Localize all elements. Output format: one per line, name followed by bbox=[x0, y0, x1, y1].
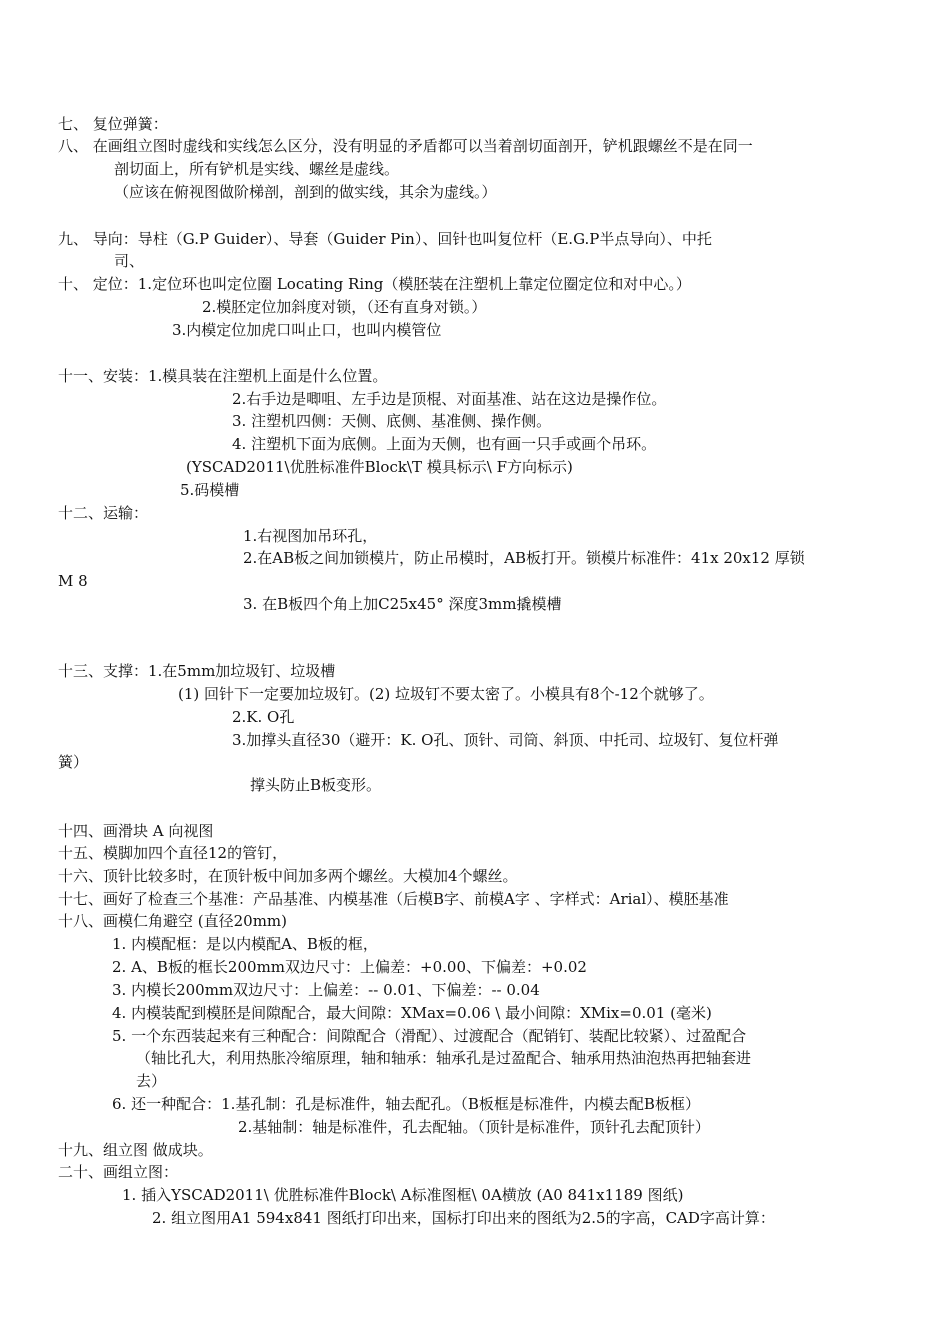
section-14-line: 十四、画滑块 A 向视图 bbox=[58, 822, 214, 840]
section-9-line-2: 司、 bbox=[114, 252, 145, 270]
section-13-line-6: 撑头防止B板变形。 bbox=[250, 776, 382, 794]
section-12-line-2: 1.右视图加吊环孔， bbox=[243, 527, 378, 545]
section-19-line: 十九、组立图 做成块。 bbox=[58, 1141, 213, 1159]
section-12-line-3: 2.在AB板之间加锁模片，防止吊模时，AB板打开。锁模片标准件：41x 20x12 厚锁 bbox=[243, 549, 805, 567]
section-10-line-2: 2.模胚定位加斜度对锁，（还有直身对锁。） bbox=[202, 298, 487, 316]
section-16-line: 十六、顶针比较多时，在顶针板中间加多两个螺丝。大模加4个螺丝。 bbox=[58, 867, 518, 885]
section-20-heading: 二十、画组立图： bbox=[58, 1163, 179, 1181]
section-18-item-5-line-3: 去） bbox=[136, 1072, 167, 1090]
section-18-item-3: 3. 内模长200mm双边尺寸：上偏差：-- 0.01、下偏差：-- 0.04 bbox=[112, 981, 540, 999]
section-18-item-2: 2. A、B板的框长200mm双边尺寸：上偏差：+0.00、下偏差：+0.02 bbox=[112, 958, 587, 976]
section-13-line-2: (1) 回针下一定要加垃圾钉。(2) 垃圾钉不要太密了。小模具有8个-12个就够了。 bbox=[178, 685, 714, 703]
section-11-line-2: 2.右手边是唧咀、左手边是顶棍、对面基准、站在这边是操作位。 bbox=[232, 390, 667, 408]
section-18-item-4: 4. 内模装配到模胚是间隙配合，最大间隙：XMax=0.06 \ 最小间隙：XMix=0.01 (毫米) bbox=[112, 1004, 712, 1022]
section-18-item-6-line-2: 2.基轴制：轴是标准件，孔去配轴。（顶针是标准件，顶针孔去配顶针） bbox=[238, 1118, 710, 1136]
section-11-line-4: 4. 注塑机下面为底侧。上面为天侧，也有画一只手或画个吊环。 bbox=[232, 435, 657, 453]
section-11-line-1: 十一、安装：1.模具装在注塑机上面是什么位置。 bbox=[58, 367, 388, 385]
section-13-line-3: 2.K. O孔 bbox=[232, 708, 295, 726]
section-11-line-3: 3. 注塑机四侧：天侧、底侧、基准侧、操作侧。 bbox=[232, 412, 552, 430]
section-18-item-1: 1. 内模配框：是以内模配A、B板的框， bbox=[112, 935, 378, 953]
section-8-line-3: （应该在俯视图做阶梯剖，剖到的做实线，其余为虚线。） bbox=[114, 183, 497, 201]
section-13-line-5: 簧） bbox=[58, 753, 89, 771]
section-11-line-6: 5.码模槽 bbox=[180, 481, 240, 499]
section-18-item-6-line-1: 6. 还一种配合：1.基孔制：孔是标准件，轴去配孔。（B板框是标准件，内模去配B板框） bbox=[112, 1095, 700, 1113]
section-13-line-4: 3.加撑头直径30（避开：K. O孔、顶针、司筒、斜顶、中托司、垃圾钉、复位杆弹 bbox=[232, 731, 779, 749]
section-20-item-1: 1. 插入YSCAD2011\ 优胜标准件Block\ A标准图框\ 0A横放 (A0 841x1189 图纸) bbox=[122, 1186, 684, 1204]
section-18-heading: 十八、画模仁角避空 (直径20mm) bbox=[58, 912, 288, 930]
section-9-line-1: 九、 导向：导柱（G.P Guider）、导套（Guider Pin）、回针也叫复位杆（E.G.P半点导向）、中托 bbox=[58, 230, 712, 248]
section-12-line-4: M 8 bbox=[58, 572, 88, 590]
section-7-heading: 七、 复位弹簧： bbox=[58, 115, 168, 133]
section-12-line-5: 3. 在B板四个角上加C25x45° 深度3mm撬模槽 bbox=[243, 595, 562, 613]
section-8-line-2: 剖切面上，所有铲机是实线、螺丝是虚线。 bbox=[114, 160, 400, 178]
section-12-line-1: 十二、运输： bbox=[58, 504, 149, 522]
section-20-item-2: 2. 组立图用A1 594x841 图纸打印出来，国标打印出来的图纸为2.5的字高，CAD字高计算： bbox=[152, 1209, 775, 1227]
section-18-item-5-line-1: 5. 一个东西装起来有三种配合：间隙配合（滑配）、过渡配合（配销钉、装配比较紧）、过盈配合 bbox=[112, 1027, 747, 1045]
section-10-line-1: 十、 定位：1.定位环也叫定位圈 Locating Ring（模胚装在注塑机上靠定位圈定位和对中心。） bbox=[58, 275, 691, 293]
section-11-line-5: (YSCAD2011\优胜标准件Block\T 模具标示\ F方向标示) bbox=[186, 458, 573, 476]
section-13-line-1: 十三、支撑：1.在5mm加垃圾钉、垃圾槽 bbox=[58, 662, 336, 680]
section-8-line-1: 八、 在画组立图时虚线和实线怎么区分，没有明显的矛盾都可以当着剖切面剖开，铲机跟螺丝不是在同一 bbox=[58, 137, 753, 155]
section-18-item-5-line-2: （轴比孔大，利用热胀冷缩原理，轴和轴承：轴承孔是过盈配合、轴承用热油泡热再把轴套进 bbox=[136, 1049, 752, 1067]
section-17-line: 十七、画好了检查三个基准：产品基准、内模基准（后模B字、前模A字 、字样式：Arial）、模胚基准 bbox=[58, 890, 729, 908]
section-10-line-3: 3.内模定位加虎口叫止口，也叫内模管位 bbox=[172, 321, 442, 339]
section-15-line: 十五、模脚加四个直径12的管钉， bbox=[58, 844, 288, 862]
